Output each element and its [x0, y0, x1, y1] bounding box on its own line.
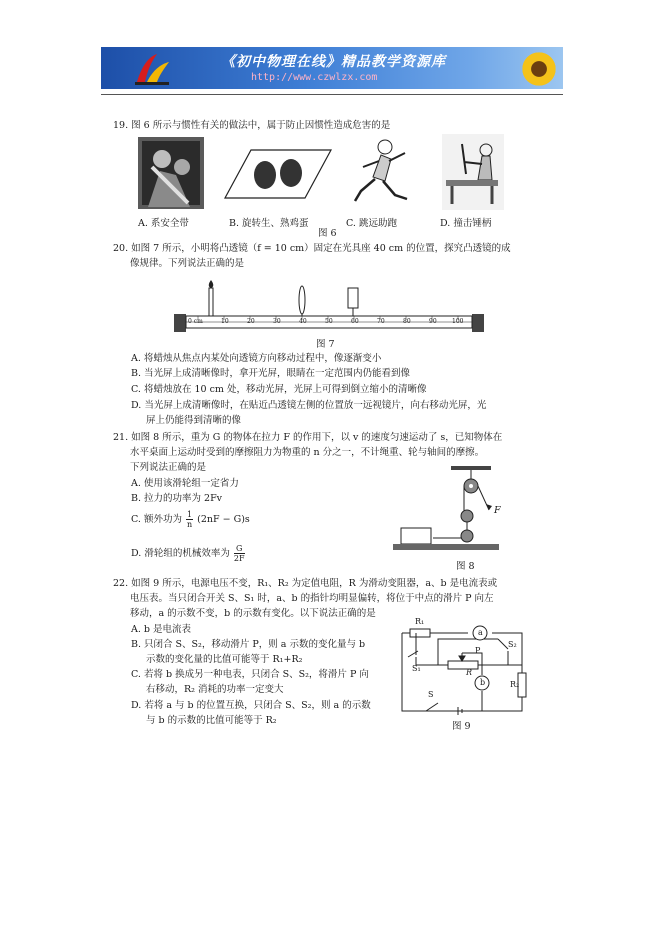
fraction-denominator: 2F	[233, 554, 245, 563]
ruler-unit-label: 0 cm	[188, 318, 203, 325]
q21-option-b: B. 拉力的功率为 2Fv	[131, 493, 223, 504]
q20-option-b: B. 当光屏上成清晰像时，拿开光屏，眼睛在一定范围内仍能看到像	[131, 368, 411, 379]
figure-6-caption: 图 6	[318, 228, 337, 239]
q22-option-c-line1: C. 若将 b 换成另一种电表，只闭合 S、S₂，将滑片 P 向	[131, 669, 369, 680]
q21-option-d-fraction	[234, 544, 245, 563]
q22-option-d-line1: D. 若将 a 与 b 的位置互换，只闭合 S、S₂，则 a 的示数	[131, 700, 371, 711]
meter-b-label: b	[480, 678, 486, 687]
sunflower-icon	[521, 51, 557, 87]
q19-option-c: C. 跳远助跑	[346, 218, 397, 229]
label-s2: S₂	[508, 640, 517, 649]
ruler-tick-90: 90	[429, 318, 437, 325]
optical-bench-figure	[172, 278, 492, 334]
q20-stem-line2: 像规律。下列说法正确的是	[130, 258, 245, 269]
q20-option-d-line1: D. 当光屏上成清晰像时，在贴近凸透镜左侧的位置放一远视镜片，向右移动光屏，光	[131, 400, 487, 411]
ruler-tick-20: 20	[247, 318, 255, 325]
fraction-denominator: n	[186, 520, 193, 529]
label-r1: R₁	[415, 617, 425, 626]
q21-option-c-fraction	[186, 510, 193, 529]
ruler-tick-30: 30	[273, 318, 281, 325]
q20-stem-line1: 20. 如图 7 所示，小明将凸透镜（f = 10 cm）固定在光具座 40 cm 的位置，探究凸透镜的成	[113, 243, 511, 254]
ruler-tick-100: 100	[452, 318, 464, 325]
fraction-numerator: G	[234, 544, 245, 554]
eggs-picture	[223, 148, 333, 200]
q21-option-c-suffix: (2nF − G)s	[197, 514, 250, 525]
figure-9-caption: 图 9	[452, 721, 471, 732]
q21-option-d	[131, 544, 246, 563]
header-rule	[101, 94, 563, 95]
q19-option-b: B. 旋转生、熟鸡蛋	[229, 218, 309, 229]
q22-option-b-line2: 示数的变化量的比值可能等于 R₁+R₂	[146, 654, 303, 665]
meter-a-label: a	[478, 628, 483, 637]
q22-option-b-line1: B. 只闭合 S、S₂，移动滑片 P，则 a 示数的变化量与 b	[131, 639, 366, 650]
seatbelt-photo	[138, 137, 204, 209]
ruler-tick-10: 10	[221, 318, 229, 325]
ruler-tick-80: 80	[403, 318, 411, 325]
ruler-tick-50: 50	[325, 318, 333, 325]
force-label-f: F	[494, 505, 501, 516]
logo-icon	[133, 52, 173, 86]
q21-option-a: A. 使用该滑轮组一定省力	[131, 478, 239, 489]
header-banner	[101, 47, 563, 89]
q21-option-c	[131, 510, 250, 529]
q21-option-c-prefix: C. 额外功为	[131, 514, 182, 525]
q20-option-d-line2: 屏上仍能得到清晰的像	[146, 415, 242, 426]
q20-option-a: A. 将蜡烛从焦点内某处向透镜方向移动过程中，像逐渐变小	[131, 353, 382, 364]
q22-stem-line3: 移动，a 的示数不变，b 的示数有变化。以下说法正确的是	[130, 608, 376, 619]
ruler-tick-40: 40	[299, 318, 307, 325]
q22-stem-line1: 22. 如图 9 所示，电源电压不变，R₁、R₂ 为定值电阻，R 为滑动变阻器，a、b 是电流表或	[113, 578, 498, 589]
q19-option-d: D. 撞击锤柄	[440, 218, 492, 229]
q22-option-a: A. b 是电流表	[131, 624, 192, 635]
banner-url: http://www.czwlzx.com	[251, 72, 378, 83]
hammer-handle-picture	[442, 134, 504, 210]
q22-stem-line2: 电压表。当只闭合开关 S、S₁ 时，a、b 的指针均明显偏转，将位于中点的滑片 P 向左	[130, 593, 494, 604]
q21-stem-line2: 水平桌面上运动时受到的摩擦阻力为物重的 n 分之一，不计绳重、轮与轴间的摩擦。	[130, 447, 485, 458]
pulley-system-figure	[393, 466, 523, 554]
label-s1: S₁	[412, 664, 421, 673]
fraction-numerator: 1	[187, 510, 193, 519]
label-r2: R₂	[510, 680, 520, 689]
ruler-tick-60: 60	[351, 318, 359, 325]
ruler-tick-70: 70	[377, 318, 385, 325]
q19-stem: 19. 图 6 所示与惯性有关的做法中，属于防止因惯性造成危害的是	[113, 120, 391, 131]
long-jump-runner-picture	[351, 137, 413, 211]
q19-option-a: A. 系安全带	[138, 218, 189, 229]
figure-7-caption: 图 7	[316, 339, 335, 350]
q22-option-d-line2: 与 b 的示数的比值可能等于 R₂	[146, 715, 277, 726]
q22-option-c-line2: 右移动，R₂ 消耗的功率一定变大	[146, 684, 284, 695]
q21-option-d-prefix: D. 滑轮组的机械效率为	[131, 548, 230, 559]
label-r: R	[466, 668, 473, 677]
label-p: P	[475, 646, 481, 655]
q21-stem-line1: 21. 如图 8 所示，重为 G 的物体在拉力 F 的作用下，以 v 的速度匀速运动了 s，已知物体在	[113, 432, 503, 443]
q20-option-c: C. 将蜡烛放在 10 cm 处，移动光屏，光屏上可得到倒立缩小的清晰像	[131, 384, 427, 395]
figure-8-caption: 图 8	[456, 561, 475, 572]
label-s: S	[428, 690, 434, 699]
banner-title: 《初中物理在线》精品教学资源库	[221, 54, 446, 70]
q21-stem-line3: 下列说法正确的是	[130, 462, 207, 473]
